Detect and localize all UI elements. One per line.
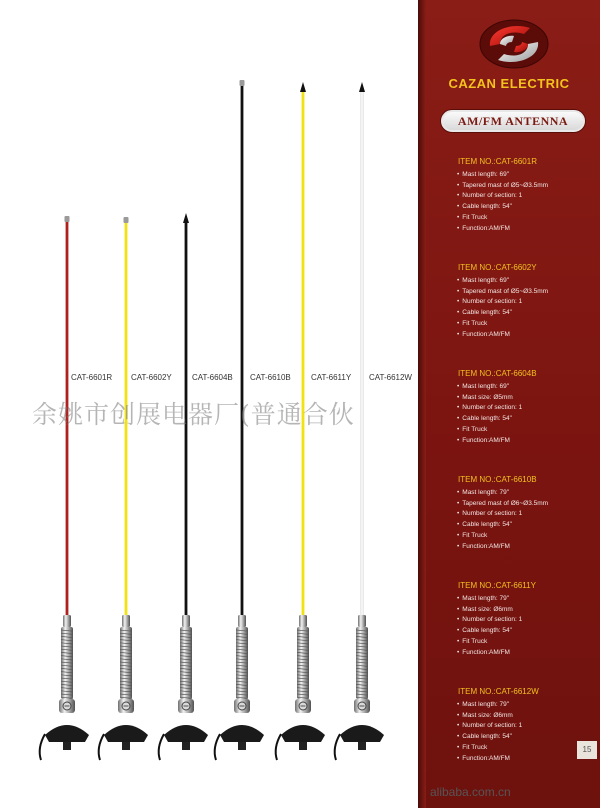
spec-line: • Function:AM/FM — [458, 754, 598, 765]
antenna-stud — [63, 742, 71, 750]
spec-line: • Mast size: Ø6mm — [458, 605, 598, 616]
spec-block-6601r — [458, 157, 598, 234]
page-number: 15 — [577, 741, 597, 759]
antenna-2 — [99, 217, 148, 760]
spec-line: • Number of section: 1 — [458, 191, 598, 202]
antenna-collar — [182, 615, 190, 627]
antenna-collar — [63, 615, 71, 627]
spec-line: • Function:AM/FM — [458, 648, 598, 659]
antenna-cable — [335, 734, 340, 760]
antenna-collar — [122, 615, 130, 627]
spec-line: • Tapered mast of Ø5~Ø3.5mm — [458, 181, 598, 192]
spec-line: • Mast length: 79" — [458, 700, 598, 711]
antenna-cable — [159, 734, 164, 760]
antenna-cable — [99, 734, 104, 760]
spec-panel-edge — [418, 0, 426, 808]
watermark-company: 余姚市创展电器厂(普通合伙 — [32, 400, 355, 429]
spec-line: • Fit Truck — [458, 531, 598, 542]
antenna-stud — [182, 742, 190, 750]
spec-block-6610b — [458, 475, 598, 552]
spec-line: • Number of section: 1 — [458, 509, 598, 520]
antenna-base — [220, 725, 264, 742]
brand-name: CAZAN ELECTRIC — [448, 76, 570, 91]
spec-line: • Number of section: 1 — [458, 721, 598, 732]
spec-line: • Cable length: 54" — [458, 732, 598, 743]
spec-block-6604b — [458, 369, 598, 446]
antenna-cable — [40, 734, 45, 760]
spec-line: • Fit Truck — [458, 743, 598, 754]
antenna-mast — [241, 86, 244, 620]
antenna-stud — [122, 742, 130, 750]
antenna-tip-cap — [65, 216, 70, 222]
antenna-label-6612w: CAT-6612W — [369, 373, 412, 382]
spec-line: • Mast size: Ø6mm — [458, 711, 598, 722]
antenna-label-6602y: CAT-6602Y — [131, 373, 172, 382]
product-title: AM/FM ANTENNA — [441, 110, 585, 132]
antenna-stud — [299, 742, 307, 750]
antenna-3 — [159, 213, 208, 760]
spec-line: • Cable length: 54" — [458, 308, 598, 319]
antenna-collar — [299, 615, 307, 627]
spec-line: • Function:AM/FM — [458, 542, 598, 553]
antenna-collar — [238, 615, 246, 627]
cazan-logo-icon — [478, 18, 550, 70]
spec-block-6602y — [458, 263, 598, 340]
spec-title: ITEM NO.:CAT-6604B — [458, 369, 537, 378]
antenna-label-6611y: CAT-6611Y — [311, 373, 352, 382]
watermark-site: alibaba.com.cn — [430, 785, 511, 799]
spec-line: • Number of section: 1 — [458, 297, 598, 308]
antenna-cable — [276, 734, 281, 760]
spec-line: • Mast length: 69" — [458, 276, 598, 287]
spec-line: • Mast length: 69" — [458, 382, 598, 393]
antenna-label-6604b: CAT-6604B — [192, 373, 233, 382]
spec-line: • Mast length: 69" — [458, 170, 598, 181]
spec-line: • Cable length: 54" — [458, 202, 598, 213]
spec-line: • Fit Truck — [458, 425, 598, 436]
antenna-mast — [361, 88, 364, 620]
spec-line: • Tapered mast of Ø6~Ø3.5mm — [458, 499, 598, 510]
spec-line: • Function:AM/FM — [458, 330, 598, 341]
antenna-mast — [302, 88, 305, 620]
antenna-cable — [215, 734, 220, 760]
spec-title: ITEM NO.:CAT-6601R — [458, 157, 537, 166]
spec-line: • Fit Truck — [458, 319, 598, 330]
spec-title: ITEM NO.:CAT-6612W — [458, 687, 539, 696]
antenna-base — [281, 725, 325, 742]
antenna-label-6601r: CAT-6601R — [71, 373, 113, 382]
spec-line: • Number of section: 1 — [458, 615, 598, 626]
antenna-base — [164, 725, 208, 742]
antenna-base — [340, 725, 384, 742]
antenna-tip-pointed — [359, 82, 365, 92]
antenna-tip-pointed — [183, 213, 189, 223]
spec-line: • Fit Truck — [458, 637, 598, 648]
spec-line: • Cable length: 54" — [458, 520, 598, 531]
antenna-stud — [238, 742, 246, 750]
spec-line: • Mast length: 79" — [458, 594, 598, 605]
antenna-tip-cap — [240, 80, 245, 86]
spec-block-6611y — [458, 581, 598, 658]
antenna-label-6610b: CAT-6610B — [250, 373, 291, 382]
antenna-1 — [40, 216, 89, 760]
antenna-tip-pointed — [300, 82, 306, 92]
spec-line: • Cable length: 54" — [458, 626, 598, 637]
spec-line: • Cable length: 54" — [458, 414, 598, 425]
spec-title: ITEM NO.:CAT-6602Y — [458, 263, 537, 272]
spec-line: • Mast size: Ø5mm — [458, 393, 598, 404]
spec-line: • Function:AM/FM — [458, 224, 598, 235]
spec-title: ITEM NO.:CAT-6610B — [458, 475, 537, 484]
spec-line: • Mast length: 79" — [458, 488, 598, 499]
antenna-collar — [358, 615, 366, 627]
spec-line: • Number of section: 1 — [458, 403, 598, 414]
spec-line: • Function:AM/FM — [458, 436, 598, 447]
antenna-base — [45, 725, 89, 742]
spec-line: • Fit Truck — [458, 213, 598, 224]
spec-title: ITEM NO.:CAT-6611Y — [458, 581, 536, 590]
antenna-tip-cap — [124, 217, 129, 223]
spec-line: • Tapered mast of Ø5~Ø3.5mm — [458, 287, 598, 298]
antenna-stud — [358, 742, 366, 750]
antenna-base — [104, 725, 148, 742]
